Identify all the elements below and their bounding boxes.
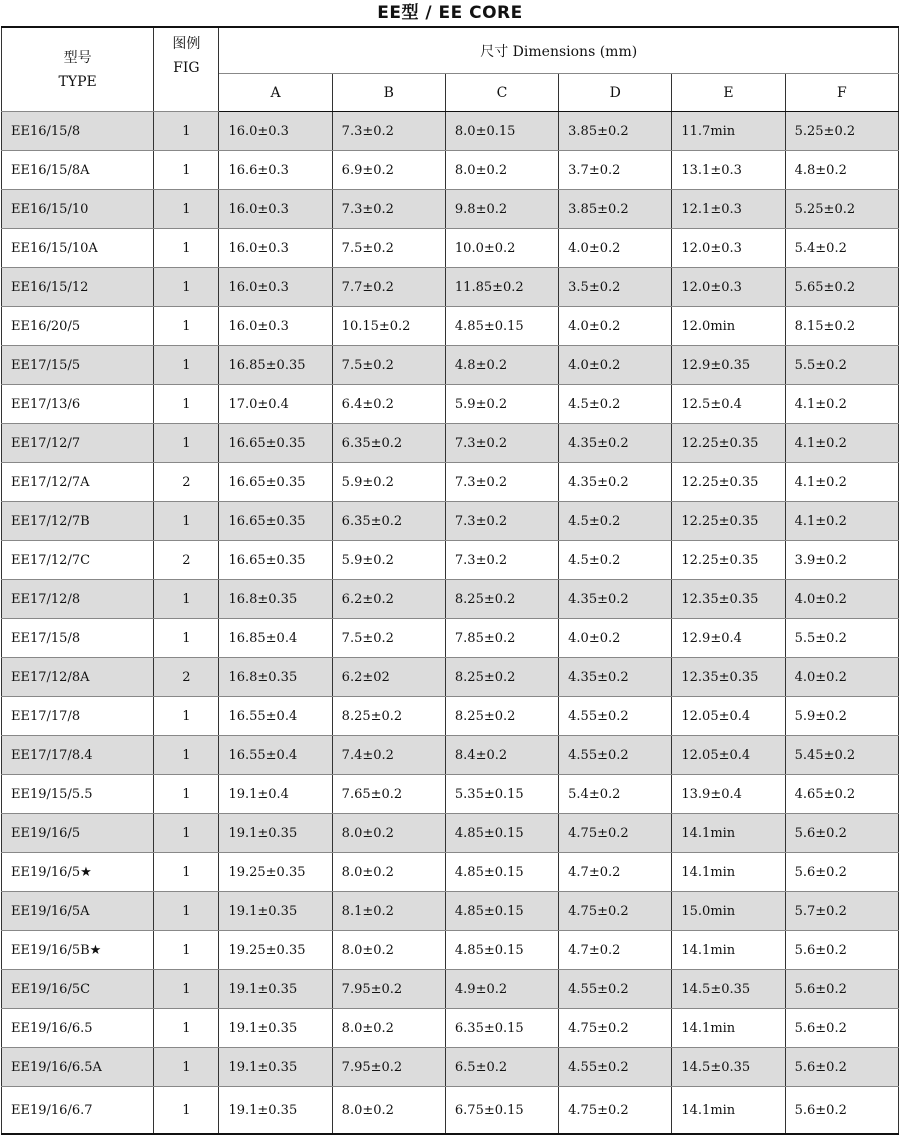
dim-e-cell: 13.1±0.3 (672, 151, 785, 190)
dim-c-cell: 5.35±0.15 (445, 775, 558, 814)
dim-a-cell: 17.0±0.4 (219, 385, 332, 424)
fig-cell: 1 (154, 580, 219, 619)
table-row (2, 112, 899, 151)
fig-cell: 2 (154, 541, 219, 580)
dim-d-cell: 4.75±0.2 (559, 1087, 672, 1135)
dim-c-cell: 6.35±0.15 (445, 1009, 558, 1048)
dim-d-cell: 3.85±0.2 (559, 190, 672, 229)
dim-a-cell: 19.1±0.35 (219, 970, 332, 1009)
dim-e-cell: 12.35±0.35 (672, 658, 785, 697)
type-cell: EE17/12/8 (2, 580, 154, 619)
table-row (2, 697, 899, 736)
dim-e-cell: 12.5±0.4 (672, 385, 785, 424)
dim-a-cell: 16.65±0.35 (219, 502, 332, 541)
dim-b-cell: 10.15±0.2 (332, 307, 445, 346)
type-cell: EE19/16/5C (2, 970, 154, 1009)
dim-c-cell: 8.0±0.2 (445, 151, 558, 190)
dim-f-cell: 4.0±0.2 (785, 580, 898, 619)
dim-e-cell: 12.05±0.4 (672, 697, 785, 736)
fig-cell: 1 (154, 853, 219, 892)
dim-e-cell: 11.7min (672, 112, 785, 151)
dim-f-cell: 4.1±0.2 (785, 463, 898, 502)
dim-f-cell: 4.0±0.2 (785, 658, 898, 697)
dim-f-cell: 4.8±0.2 (785, 151, 898, 190)
type-cell: EE19/15/5.5 (2, 775, 154, 814)
type-cell: EE19/16/5 (2, 814, 154, 853)
table-row (2, 1048, 899, 1087)
dim-d-cell: 5.4±0.2 (559, 775, 672, 814)
dim-f-cell: 5.25±0.2 (785, 112, 898, 151)
dim-e-cell: 14.1min (672, 853, 785, 892)
dim-d-cell: 4.35±0.2 (559, 463, 672, 502)
table-row (2, 463, 899, 502)
table-row (2, 190, 899, 229)
dim-b-cell: 8.0±0.2 (332, 814, 445, 853)
type-cell: EE16/15/12 (2, 268, 154, 307)
fig-cell: 1 (154, 775, 219, 814)
dim-f-cell: 5.5±0.2 (785, 619, 898, 658)
fig-cell: 1 (154, 307, 219, 346)
dim-b-cell: 7.5±0.2 (332, 619, 445, 658)
dim-column-header-a: A (219, 74, 332, 112)
fig-cell: 1 (154, 385, 219, 424)
dim-d-cell: 4.55±0.2 (559, 970, 672, 1009)
table-row (2, 775, 899, 814)
dim-e-cell: 14.1min (672, 931, 785, 970)
dim-d-cell: 4.5±0.2 (559, 502, 672, 541)
dim-c-cell: 4.8±0.2 (445, 346, 558, 385)
dim-b-cell: 6.4±0.2 (332, 385, 445, 424)
type-cell: EE17/17/8 (2, 697, 154, 736)
dim-c-cell: 8.4±0.2 (445, 736, 558, 775)
dim-b-cell: 7.65±0.2 (332, 775, 445, 814)
dim-d-cell: 3.5±0.2 (559, 268, 672, 307)
table-row (2, 541, 899, 580)
dim-f-cell: 5.45±0.2 (785, 736, 898, 775)
table-row (2, 268, 899, 307)
type-cell: EE16/15/10A (2, 229, 154, 268)
dim-f-cell: 5.6±0.2 (785, 1048, 898, 1087)
table-row (2, 385, 899, 424)
dim-b-cell: 7.5±0.2 (332, 346, 445, 385)
dim-d-cell: 4.0±0.2 (559, 307, 672, 346)
dim-d-cell: 4.0±0.2 (559, 229, 672, 268)
dim-column-header-e: E (672, 74, 785, 112)
dim-b-cell: 7.3±0.2 (332, 190, 445, 229)
dim-column-header-d: D (559, 74, 672, 112)
dim-e-cell: 12.25±0.35 (672, 502, 785, 541)
dim-d-cell: 4.75±0.2 (559, 892, 672, 931)
table-row (2, 736, 899, 775)
dim-d-cell: 4.0±0.2 (559, 346, 672, 385)
dim-a-cell: 19.1±0.35 (219, 814, 332, 853)
dim-b-cell: 6.35±0.2 (332, 424, 445, 463)
dim-c-cell: 8.25±0.2 (445, 580, 558, 619)
table-row (2, 1009, 899, 1048)
dim-e-cell: 14.1min (672, 1009, 785, 1048)
dim-c-cell: 5.9±0.2 (445, 385, 558, 424)
table-row (2, 970, 899, 1009)
dim-d-cell: 3.7±0.2 (559, 151, 672, 190)
dim-c-cell: 6.75±0.15 (445, 1087, 558, 1135)
fig-cell: 1 (154, 151, 219, 190)
type-header-en: TYPE (58, 73, 97, 90)
fig-cell: 1 (154, 1009, 219, 1048)
type-cell: EE19/16/6.5 (2, 1009, 154, 1048)
fig-cell: 1 (154, 190, 219, 229)
dim-c-cell: 8.25±0.2 (445, 658, 558, 697)
dim-b-cell: 7.95±0.2 (332, 1048, 445, 1087)
dim-f-cell: 4.1±0.2 (785, 385, 898, 424)
fig-header-en: FIG (173, 60, 200, 76)
fig-cell: 1 (154, 346, 219, 385)
dim-e-cell: 12.9±0.4 (672, 619, 785, 658)
type-cell: EE17/12/7A (2, 463, 154, 502)
dim-e-cell: 15.0min (672, 892, 785, 931)
fig-cell: 2 (154, 463, 219, 502)
fig-cell: 2 (154, 658, 219, 697)
dim-c-cell: 7.3±0.2 (445, 463, 558, 502)
dim-f-cell: 5.6±0.2 (785, 1087, 898, 1135)
table-row (2, 502, 899, 541)
dim-d-cell: 4.35±0.2 (559, 424, 672, 463)
table-row (2, 424, 899, 463)
dim-a-cell: 16.55±0.4 (219, 736, 332, 775)
dim-d-cell: 4.5±0.2 (559, 541, 672, 580)
dim-e-cell: 13.9±0.4 (672, 775, 785, 814)
dim-f-cell: 4.1±0.2 (785, 424, 898, 463)
fig-cell: 1 (154, 619, 219, 658)
dim-c-cell: 8.0±0.15 (445, 112, 558, 151)
dim-b-cell: 7.3±0.2 (332, 112, 445, 151)
fig-cell: 1 (154, 736, 219, 775)
dim-a-cell: 16.65±0.35 (219, 424, 332, 463)
dim-d-cell: 4.35±0.2 (559, 580, 672, 619)
fig-cell: 1 (154, 112, 219, 151)
dim-a-cell: 16.85±0.35 (219, 346, 332, 385)
dim-d-cell: 4.75±0.2 (559, 814, 672, 853)
dim-a-cell: 19.25±0.35 (219, 853, 332, 892)
dim-d-cell: 4.5±0.2 (559, 385, 672, 424)
type-cell: EE19/16/6.7 (2, 1087, 154, 1135)
table-row (2, 346, 899, 385)
fig-cell: 1 (154, 502, 219, 541)
dimensions-header: 尺寸 Dimensions (mm) (219, 27, 899, 74)
dim-c-cell: 4.85±0.15 (445, 931, 558, 970)
fig-cell: 1 (154, 268, 219, 307)
table-title: EE型 / EE CORE (377, 3, 523, 23)
type-cell: EE17/12/8A (2, 658, 154, 697)
dim-e-cell: 12.25±0.35 (672, 541, 785, 580)
dim-a-cell: 16.0±0.3 (219, 307, 332, 346)
dim-a-cell: 16.0±0.3 (219, 190, 332, 229)
dim-b-cell: 7.7±0.2 (332, 268, 445, 307)
dim-column-header-f: F (785, 74, 898, 112)
dim-f-cell: 5.4±0.2 (785, 229, 898, 268)
dim-b-cell: 8.25±0.2 (332, 697, 445, 736)
dim-e-cell: 14.5±0.35 (672, 970, 785, 1009)
dim-a-cell: 16.0±0.3 (219, 229, 332, 268)
dim-e-cell: 12.0±0.3 (672, 229, 785, 268)
dim-b-cell: 6.2±02 (332, 658, 445, 697)
dim-c-cell: 4.85±0.15 (445, 307, 558, 346)
dim-f-cell: 5.7±0.2 (785, 892, 898, 931)
dim-a-cell: 16.8±0.35 (219, 580, 332, 619)
type-cell: EE17/13/6 (2, 385, 154, 424)
table-row (2, 658, 899, 697)
dim-e-cell: 12.25±0.35 (672, 424, 785, 463)
table-row (2, 229, 899, 268)
dim-e-cell: 14.1min (672, 814, 785, 853)
dim-d-cell: 4.35±0.2 (559, 658, 672, 697)
dim-e-cell: 12.25±0.35 (672, 463, 785, 502)
table-row (2, 619, 899, 658)
dim-f-cell: 5.5±0.2 (785, 346, 898, 385)
dim-b-cell: 7.95±0.2 (332, 970, 445, 1009)
type-cell: EE16/15/10 (2, 190, 154, 229)
dim-c-cell: 10.0±0.2 (445, 229, 558, 268)
dim-c-cell: 7.85±0.2 (445, 619, 558, 658)
dim-f-cell: 5.6±0.2 (785, 1009, 898, 1048)
dim-a-cell: 19.1±0.35 (219, 1009, 332, 1048)
dim-d-cell: 3.85±0.2 (559, 112, 672, 151)
dim-a-cell: 16.6±0.3 (219, 151, 332, 190)
table-row (2, 892, 899, 931)
type-cell: EE17/12/7B (2, 502, 154, 541)
dim-column-header-b: B (332, 74, 445, 112)
type-cell: EE17/17/8.4 (2, 736, 154, 775)
fig-cell: 1 (154, 229, 219, 268)
dim-c-cell: 4.9±0.2 (445, 970, 558, 1009)
fig-cell: 1 (154, 814, 219, 853)
dim-c-cell: 9.8±0.2 (445, 190, 558, 229)
dim-a-cell: 19.1±0.35 (219, 1048, 332, 1087)
dim-e-cell: 12.1±0.3 (672, 190, 785, 229)
dim-f-cell: 5.6±0.2 (785, 853, 898, 892)
dim-c-cell: 6.5±0.2 (445, 1048, 558, 1087)
dim-d-cell: 4.55±0.2 (559, 1048, 672, 1087)
table-row (2, 814, 899, 853)
dim-b-cell: 7.5±0.2 (332, 229, 445, 268)
dim-column-header-c: C (445, 74, 558, 112)
type-column-header (2, 27, 154, 112)
dim-c-cell: 4.85±0.15 (445, 814, 558, 853)
fig-header-cn: 图例 (172, 36, 201, 52)
dim-e-cell: 14.5±0.35 (672, 1048, 785, 1087)
dim-c-cell: 8.25±0.2 (445, 697, 558, 736)
dim-a-cell: 19.1±0.4 (219, 775, 332, 814)
dim-a-cell: 16.0±0.3 (219, 112, 332, 151)
dim-c-cell: 4.85±0.15 (445, 853, 558, 892)
type-cell: EE19/16/6.5A (2, 1048, 154, 1087)
dim-a-cell: 19.1±0.35 (219, 892, 332, 931)
table-row (2, 151, 899, 190)
ee-core-spec-table (1, 26, 899, 1135)
dim-b-cell: 8.0±0.2 (332, 853, 445, 892)
dim-e-cell: 14.1min (672, 1087, 785, 1135)
dim-d-cell: 4.7±0.2 (559, 853, 672, 892)
type-cell: EE16/15/8A (2, 151, 154, 190)
dim-e-cell: 12.05±0.4 (672, 736, 785, 775)
dim-c-cell: 7.3±0.2 (445, 424, 558, 463)
fig-cell: 1 (154, 1087, 219, 1135)
dim-c-cell: 4.85±0.15 (445, 892, 558, 931)
dim-d-cell: 4.55±0.2 (559, 697, 672, 736)
fig-cell: 1 (154, 931, 219, 970)
table-row (2, 931, 899, 970)
dim-d-cell: 4.0±0.2 (559, 619, 672, 658)
dim-a-cell: 16.65±0.35 (219, 463, 332, 502)
dim-f-cell: 4.65±0.2 (785, 775, 898, 814)
dim-c-cell: 7.3±0.2 (445, 541, 558, 580)
dim-a-cell: 16.8±0.35 (219, 658, 332, 697)
table-row (2, 580, 899, 619)
type-cell: EE17/15/5 (2, 346, 154, 385)
dim-f-cell: 5.25±0.2 (785, 190, 898, 229)
type-cell: EE17/12/7 (2, 424, 154, 463)
dim-a-cell: 19.1±0.35 (219, 1087, 332, 1135)
dim-f-cell: 5.6±0.2 (785, 931, 898, 970)
dim-e-cell: 12.9±0.35 (672, 346, 785, 385)
dim-b-cell: 6.35±0.2 (332, 502, 445, 541)
dim-e-cell: 12.35±0.35 (672, 580, 785, 619)
dim-f-cell: 8.15±0.2 (785, 307, 898, 346)
dim-a-cell: 16.0±0.3 (219, 268, 332, 307)
dim-b-cell: 6.2±0.2 (332, 580, 445, 619)
type-cell: EE19/16/5★ (2, 853, 154, 892)
dim-b-cell: 5.9±0.2 (332, 463, 445, 502)
dim-f-cell: 5.6±0.2 (785, 970, 898, 1009)
fig-cell: 1 (154, 892, 219, 931)
dim-f-cell: 3.9±0.2 (785, 541, 898, 580)
type-cell: EE19/16/5B★ (2, 931, 154, 970)
dim-b-cell: 7.4±0.2 (332, 736, 445, 775)
dim-b-cell: 6.9±0.2 (332, 151, 445, 190)
dim-e-cell: 12.0±0.3 (672, 268, 785, 307)
fig-column-header (154, 27, 219, 112)
dim-a-cell: 16.65±0.35 (219, 541, 332, 580)
fig-cell: 1 (154, 970, 219, 1009)
type-cell: EE17/12/7C (2, 541, 154, 580)
dim-f-cell: 4.1±0.2 (785, 502, 898, 541)
table-header (2, 27, 899, 112)
table-body (2, 112, 899, 1135)
type-cell: EE16/20/5 (2, 307, 154, 346)
fig-cell: 1 (154, 697, 219, 736)
dim-d-cell: 4.55±0.2 (559, 736, 672, 775)
table-row (2, 307, 899, 346)
table-row (2, 853, 899, 892)
dim-a-cell: 16.85±0.4 (219, 619, 332, 658)
type-cell: EE16/15/8 (2, 112, 154, 151)
dim-b-cell: 8.0±0.2 (332, 1009, 445, 1048)
type-cell: EE17/15/8 (2, 619, 154, 658)
fig-cell: 1 (154, 1048, 219, 1087)
dim-f-cell: 5.65±0.2 (785, 268, 898, 307)
dim-e-cell: 12.0min (672, 307, 785, 346)
fig-cell: 1 (154, 424, 219, 463)
dim-f-cell: 5.9±0.2 (785, 697, 898, 736)
type-cell: EE19/16/5A (2, 892, 154, 931)
dim-c-cell: 7.3±0.2 (445, 502, 558, 541)
dim-a-cell: 19.25±0.35 (219, 931, 332, 970)
dim-d-cell: 4.75±0.2 (559, 1009, 672, 1048)
dim-d-cell: 4.7±0.2 (559, 931, 672, 970)
dim-b-cell: 8.0±0.2 (332, 1087, 445, 1135)
dim-b-cell: 5.9±0.2 (332, 541, 445, 580)
dim-f-cell: 5.6±0.2 (785, 814, 898, 853)
type-header-cn: 型号 (63, 49, 92, 66)
dim-c-cell: 11.85±0.2 (445, 268, 558, 307)
dim-b-cell: 8.0±0.2 (332, 931, 445, 970)
dim-b-cell: 8.1±0.2 (332, 892, 445, 931)
dim-a-cell: 16.55±0.4 (219, 697, 332, 736)
